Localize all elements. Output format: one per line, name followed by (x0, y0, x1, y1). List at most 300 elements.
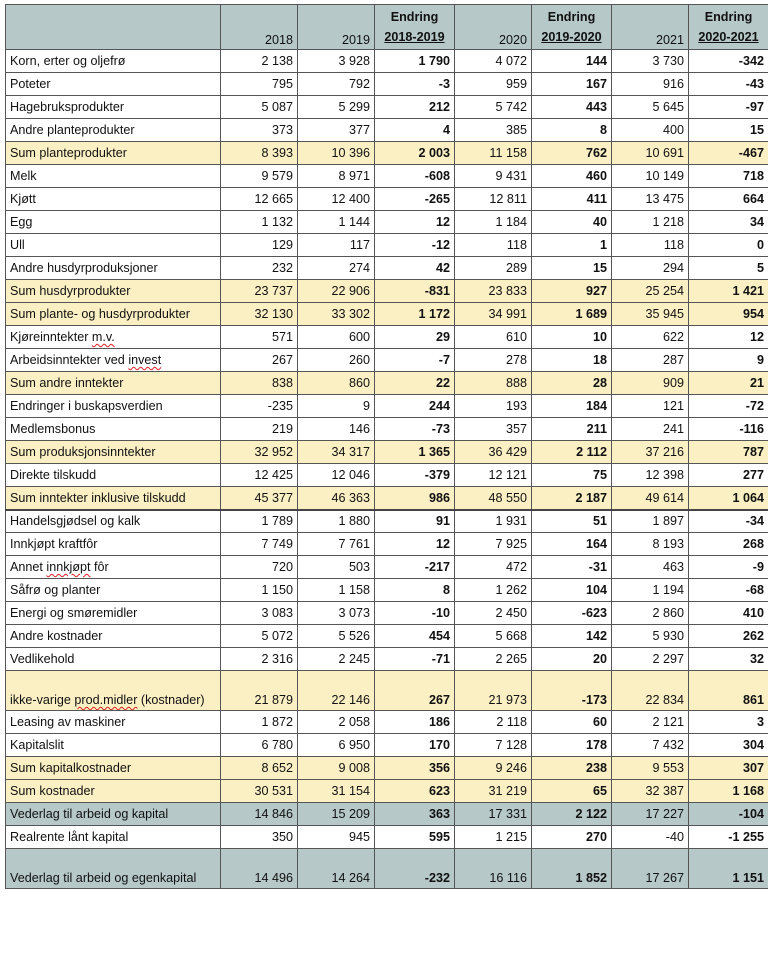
change-2020-2021-cell: 5 (689, 257, 768, 280)
row-label: Sum produksjonsinntekter (6, 441, 221, 464)
value-2020-cell: 48 550 (455, 487, 532, 510)
value-2018-cell: 5 072 (221, 625, 298, 648)
change-2019-2020-cell: 443 (532, 96, 612, 119)
row-label: Korn, erter og oljefrø (6, 50, 221, 73)
value-2020-cell: 289 (455, 257, 532, 280)
value-2018-cell: -235 (221, 395, 298, 418)
value-2021-cell: 118 (612, 234, 689, 257)
change-2018-2019-cell: 4 (375, 119, 455, 142)
change-2018-2019-cell: -831 (375, 280, 455, 303)
table-row-sum (6, 487, 768, 510)
header-year-2019: 2019 (298, 5, 375, 50)
change-2018-2019-cell: -10 (375, 602, 455, 625)
value-2019-cell: 2 058 (298, 711, 375, 734)
value-2021-cell: 1 194 (612, 579, 689, 602)
row-label: Handelsgjødsel og kalk (6, 510, 221, 533)
change-2019-2020-cell: -623 (532, 602, 612, 625)
change-2020-2021-cell: 304 (689, 734, 768, 757)
value-2019-cell: 2 245 (298, 648, 375, 671)
change-2020-2021-cell: 787 (689, 441, 768, 464)
value-2021-cell: 37 216 (612, 441, 689, 464)
value-2019-cell: 146 (298, 418, 375, 441)
row-label: Innkjøpt kraftfôr (6, 533, 221, 556)
value-2019-cell: 260 (298, 349, 375, 372)
value-2021-cell: 49 614 (612, 487, 689, 510)
value-2019-cell: 22 906 (298, 280, 375, 303)
value-2018-cell: 1 789 (221, 510, 298, 533)
change-2018-2019-cell: 2 003 (375, 142, 455, 165)
header-year-2018: 2018 (221, 5, 298, 50)
change-2020-2021-cell: 3 (689, 711, 768, 734)
change-2019-2020-cell: 460 (532, 165, 612, 188)
value-2018-cell: 720 (221, 556, 298, 579)
value-2019-cell: 46 363 (298, 487, 375, 510)
value-2019-cell: 10 396 (298, 142, 375, 165)
change-2019-2020-cell: 15 (532, 257, 612, 280)
value-2018-cell: 571 (221, 326, 298, 349)
value-2021-cell: 17 227 (612, 803, 689, 826)
change-2019-2020-cell: 142 (532, 625, 612, 648)
table-row-sum (6, 757, 768, 780)
header-change-title: Endring (547, 10, 596, 24)
row-label: Andre planteprodukter (6, 119, 221, 142)
change-2020-2021-cell: -43 (689, 73, 768, 96)
value-2021-cell: 3 730 (612, 50, 689, 73)
table-row (6, 826, 768, 849)
change-2018-2019-cell: 1 790 (375, 50, 455, 73)
change-2018-2019-cell: 22 (375, 372, 455, 395)
table-row (6, 510, 768, 533)
change-2019-2020-cell: 178 (532, 734, 612, 757)
change-2020-2021-cell: 12 (689, 326, 768, 349)
value-2019-cell: 5 299 (298, 96, 375, 119)
row-label: Poteter (6, 73, 221, 96)
value-2019-cell: 8 971 (298, 165, 375, 188)
change-2018-2019-cell: 212 (375, 96, 455, 119)
value-2018-cell: 129 (221, 234, 298, 257)
row-label: Kapitalslit (6, 734, 221, 757)
value-2020-cell: 12 811 (455, 188, 532, 211)
value-2019-cell: 31 154 (298, 780, 375, 803)
row-label: Andre kostnader (6, 625, 221, 648)
value-2020-cell: 472 (455, 556, 532, 579)
change-2019-2020-cell: 18 (532, 349, 612, 372)
value-2020-cell: 9 246 (455, 757, 532, 780)
table-row (6, 326, 768, 349)
change-2020-2021-cell: 277 (689, 464, 768, 487)
change-2018-2019-cell: 244 (375, 395, 455, 418)
value-2019-cell: 12 400 (298, 188, 375, 211)
table-row-sum (6, 441, 768, 464)
change-2020-2021-cell: 32 (689, 648, 768, 671)
header-year-2020: 2020 (455, 5, 532, 50)
value-2018-cell: 1 132 (221, 211, 298, 234)
row-label: Medlemsbonus (6, 418, 221, 441)
value-2020-cell: 2 265 (455, 648, 532, 671)
change-2019-2020-cell: 144 (532, 50, 612, 73)
change-2020-2021-cell: -342 (689, 50, 768, 73)
value-2021-cell: 241 (612, 418, 689, 441)
change-2019-2020-cell: -173 (532, 671, 612, 711)
row-label: Hagebruksprodukter (6, 96, 221, 119)
value-2020-cell: 193 (455, 395, 532, 418)
header-change-2020-2021 (689, 5, 768, 50)
table-row (6, 234, 768, 257)
row-label: Andre husdyrproduksjoner (6, 257, 221, 280)
value-2021-cell: 2 297 (612, 648, 689, 671)
table-row (6, 211, 768, 234)
table-row (6, 418, 768, 441)
row-label: Sum inntekter inklusive tilskudd (6, 487, 221, 510)
change-2020-2021-cell: 34 (689, 211, 768, 234)
table-row (6, 395, 768, 418)
change-2020-2021-cell: -34 (689, 510, 768, 533)
change-2018-2019-cell: 454 (375, 625, 455, 648)
value-2021-cell: 2 860 (612, 602, 689, 625)
value-2021-cell: 909 (612, 372, 689, 395)
row-label: Sum planteprodukter (6, 142, 221, 165)
value-2018-cell: 32 130 (221, 303, 298, 326)
change-2019-2020-cell: 20 (532, 648, 612, 671)
change-2020-2021-cell: -68 (689, 579, 768, 602)
change-2018-2019-cell: 91 (375, 510, 455, 533)
value-2018-cell: 267 (221, 349, 298, 372)
row-label: Melk (6, 165, 221, 188)
value-2021-cell: 5 645 (612, 96, 689, 119)
value-2021-cell: 400 (612, 119, 689, 142)
change-2019-2020-cell: 927 (532, 280, 612, 303)
change-2019-2020-cell: 40 (532, 211, 612, 234)
change-2019-2020-cell: -31 (532, 556, 612, 579)
value-2020-cell: 959 (455, 73, 532, 96)
value-2020-cell: 1 262 (455, 579, 532, 602)
value-2019-cell: 6 950 (298, 734, 375, 757)
change-2020-2021-cell: 1 064 (689, 487, 768, 510)
value-2019-cell: 1 144 (298, 211, 375, 234)
change-2018-2019-cell: -71 (375, 648, 455, 671)
table-row (6, 165, 768, 188)
value-2021-cell: -40 (612, 826, 689, 849)
change-2020-2021-cell: 21 (689, 372, 768, 395)
value-2021-cell: 294 (612, 257, 689, 280)
change-2019-2020-cell: 211 (532, 418, 612, 441)
value-2019-cell: 9 008 (298, 757, 375, 780)
value-2021-cell: 13 475 (612, 188, 689, 211)
value-2018-cell: 12 665 (221, 188, 298, 211)
value-2019-cell: 7 761 (298, 533, 375, 556)
value-2021-cell: 1 218 (612, 211, 689, 234)
table-row (6, 556, 768, 579)
change-2020-2021-cell: 1 168 (689, 780, 768, 803)
value-2020-cell: 7 925 (455, 533, 532, 556)
change-2018-2019-cell: -217 (375, 556, 455, 579)
change-2018-2019-cell: 8 (375, 579, 455, 602)
value-2021-cell: 2 121 (612, 711, 689, 734)
value-2021-cell: 9 553 (612, 757, 689, 780)
row-label: Vedlikehold (6, 648, 221, 671)
header-change-range: 2020-2021 (698, 30, 759, 44)
change-2018-2019-cell: 186 (375, 711, 455, 734)
value-2019-cell: 3 928 (298, 50, 375, 73)
value-2018-cell: 219 (221, 418, 298, 441)
change-2019-2020-cell: 167 (532, 73, 612, 96)
value-2020-cell: 31 219 (455, 780, 532, 803)
change-2020-2021-cell: 1 421 (689, 280, 768, 303)
table-row (6, 711, 768, 734)
change-2018-2019-cell: 363 (375, 803, 455, 826)
table-row (6, 648, 768, 671)
change-2020-2021-cell: 268 (689, 533, 768, 556)
value-2019-cell: 1 880 (298, 510, 375, 533)
value-2021-cell: 32 387 (612, 780, 689, 803)
change-2020-2021-cell: 410 (689, 602, 768, 625)
change-2020-2021-cell: 0 (689, 234, 768, 257)
change-2018-2019-cell: -73 (375, 418, 455, 441)
value-2020-cell: 2 450 (455, 602, 532, 625)
value-2018-cell: 2 316 (221, 648, 298, 671)
change-2019-2020-cell: 8 (532, 119, 612, 142)
change-2020-2021-cell: 718 (689, 165, 768, 188)
table-row (6, 349, 768, 372)
table-row-sum (6, 142, 768, 165)
value-2021-cell: 22 834 (612, 671, 689, 711)
change-2019-2020-cell: 104 (532, 579, 612, 602)
change-2019-2020-cell: 2 187 (532, 487, 612, 510)
value-2018-cell: 14 496 (221, 849, 298, 889)
change-2018-2019-cell: -232 (375, 849, 455, 889)
change-2018-2019-cell: 623 (375, 780, 455, 803)
change-2019-2020-cell: 60 (532, 711, 612, 734)
value-2020-cell: 888 (455, 372, 532, 395)
value-2019-cell: 14 264 (298, 849, 375, 889)
value-2018-cell: 1 150 (221, 579, 298, 602)
table-row (6, 464, 768, 487)
change-2020-2021-cell: 1 151 (689, 849, 768, 889)
value-2021-cell: 622 (612, 326, 689, 349)
value-2020-cell: 21 973 (455, 671, 532, 711)
value-2019-cell: 274 (298, 257, 375, 280)
change-2019-2020-cell: 411 (532, 188, 612, 211)
table-row (6, 119, 768, 142)
table-row (6, 533, 768, 556)
header-year-2021: 2021 (612, 5, 689, 50)
change-2020-2021-cell: 9 (689, 349, 768, 372)
row-label: Sum andre inntekter (6, 372, 221, 395)
value-2021-cell: 8 193 (612, 533, 689, 556)
value-2018-cell: 21 879 (221, 671, 298, 711)
value-2019-cell: 34 317 (298, 441, 375, 464)
value-2020-cell: 23 833 (455, 280, 532, 303)
value-2018-cell: 838 (221, 372, 298, 395)
change-2019-2020-cell: 184 (532, 395, 612, 418)
agricultural-accounts-table (5, 4, 768, 889)
change-2020-2021-cell: -104 (689, 803, 768, 826)
header-change-title: Endring (390, 10, 439, 24)
row-label: Vederlag til arbeid og kapital (6, 803, 221, 826)
change-2019-2020-cell: 164 (532, 533, 612, 556)
value-2021-cell: 121 (612, 395, 689, 418)
change-2018-2019-cell: 595 (375, 826, 455, 849)
value-2021-cell: 916 (612, 73, 689, 96)
value-2019-cell: 3 073 (298, 602, 375, 625)
value-2021-cell: 5 930 (612, 625, 689, 648)
table-row-teal (6, 849, 768, 889)
table-row (6, 188, 768, 211)
change-2019-2020-cell: 1 852 (532, 849, 612, 889)
value-2019-cell: 117 (298, 234, 375, 257)
value-2020-cell: 1 215 (455, 826, 532, 849)
row-label: Endringer i buskapsverdien (6, 395, 221, 418)
change-2018-2019-cell: 42 (375, 257, 455, 280)
value-2020-cell: 12 121 (455, 464, 532, 487)
value-2020-cell: 357 (455, 418, 532, 441)
value-2018-cell: 3 083 (221, 602, 298, 625)
value-2019-cell: 860 (298, 372, 375, 395)
change-2018-2019-cell: 267 (375, 671, 455, 711)
change-2018-2019-cell: 356 (375, 757, 455, 780)
row-label: Arbeidsinntekter ved invest (6, 349, 221, 372)
change-2019-2020-cell: 51 (532, 510, 612, 533)
value-2019-cell: 377 (298, 119, 375, 142)
header-change-title: Endring (704, 10, 753, 24)
table-row (6, 602, 768, 625)
change-2019-2020-cell: 2 112 (532, 441, 612, 464)
value-2018-cell: 1 872 (221, 711, 298, 734)
table-row (6, 96, 768, 119)
row-label: Sum plante- og husdyrprodukter (6, 303, 221, 326)
change-2018-2019-cell: 986 (375, 487, 455, 510)
value-2021-cell: 17 267 (612, 849, 689, 889)
value-2021-cell: 287 (612, 349, 689, 372)
value-2019-cell: 9 (298, 395, 375, 418)
table-row-sum (6, 372, 768, 395)
value-2018-cell: 2 138 (221, 50, 298, 73)
value-2018-cell: 8 393 (221, 142, 298, 165)
change-2019-2020-cell: 10 (532, 326, 612, 349)
change-2019-2020-cell: 762 (532, 142, 612, 165)
row-label: Kjøreinntekter m.v. (6, 326, 221, 349)
value-2020-cell: 118 (455, 234, 532, 257)
value-2018-cell: 350 (221, 826, 298, 849)
value-2018-cell: 232 (221, 257, 298, 280)
row-label: Sum kapitalkostnader (6, 757, 221, 780)
value-2019-cell: 600 (298, 326, 375, 349)
value-2021-cell: 25 254 (612, 280, 689, 303)
change-2020-2021-cell: 954 (689, 303, 768, 326)
value-2019-cell: 945 (298, 826, 375, 849)
value-2020-cell: 17 331 (455, 803, 532, 826)
value-2020-cell: 1 184 (455, 211, 532, 234)
value-2019-cell: 503 (298, 556, 375, 579)
value-2018-cell: 7 749 (221, 533, 298, 556)
row-label: ikke-varige prod.midler (kostnader) (6, 671, 221, 711)
row-label: Annet innkjøpt fôr (6, 556, 221, 579)
value-2020-cell: 610 (455, 326, 532, 349)
value-2018-cell: 8 652 (221, 757, 298, 780)
value-2020-cell: 9 431 (455, 165, 532, 188)
table-row-sum (6, 780, 768, 803)
change-2020-2021-cell: -1 255 (689, 826, 768, 849)
table-row-sum (6, 671, 768, 711)
change-2019-2020-cell: 238 (532, 757, 612, 780)
row-label: Leasing av maskiner (6, 711, 221, 734)
value-2018-cell: 373 (221, 119, 298, 142)
change-2020-2021-cell: -467 (689, 142, 768, 165)
table-body (6, 50, 768, 889)
change-2018-2019-cell: 170 (375, 734, 455, 757)
change-2018-2019-cell: 1 172 (375, 303, 455, 326)
change-2018-2019-cell: -3 (375, 73, 455, 96)
row-label: Ull (6, 234, 221, 257)
table-row (6, 734, 768, 757)
row-label: Egg (6, 211, 221, 234)
value-2020-cell: 278 (455, 349, 532, 372)
value-2020-cell: 36 429 (455, 441, 532, 464)
row-label: Vederlag til arbeid og egenkapital (6, 849, 221, 889)
value-2018-cell: 5 087 (221, 96, 298, 119)
table-row (6, 50, 768, 73)
row-label: Kjøtt (6, 188, 221, 211)
header-change-range: 2019-2020 (541, 30, 602, 44)
table-header (6, 5, 768, 50)
value-2021-cell: 10 691 (612, 142, 689, 165)
value-2019-cell: 1 158 (298, 579, 375, 602)
change-2020-2021-cell: 307 (689, 757, 768, 780)
change-2020-2021-cell: 861 (689, 671, 768, 711)
value-2020-cell: 385 (455, 119, 532, 142)
value-2019-cell: 33 302 (298, 303, 375, 326)
value-2018-cell: 12 425 (221, 464, 298, 487)
change-2019-2020-cell: 28 (532, 372, 612, 395)
change-2018-2019-cell: 1 365 (375, 441, 455, 464)
value-2020-cell: 4 072 (455, 50, 532, 73)
change-2020-2021-cell: -116 (689, 418, 768, 441)
value-2018-cell: 45 377 (221, 487, 298, 510)
value-2020-cell: 1 931 (455, 510, 532, 533)
table-row-teal (6, 803, 768, 826)
value-2020-cell: 11 158 (455, 142, 532, 165)
value-2020-cell: 5 742 (455, 96, 532, 119)
change-2019-2020-cell: 270 (532, 826, 612, 849)
header-row (6, 5, 768, 50)
change-2020-2021-cell: -72 (689, 395, 768, 418)
value-2021-cell: 1 897 (612, 510, 689, 533)
value-2018-cell: 795 (221, 73, 298, 96)
change-2018-2019-cell: 12 (375, 211, 455, 234)
header-change-2019-2020 (532, 5, 612, 50)
change-2018-2019-cell: -265 (375, 188, 455, 211)
change-2019-2020-cell: 75 (532, 464, 612, 487)
row-label: Direkte tilskudd (6, 464, 221, 487)
row-label: Energi og smøremidler (6, 602, 221, 625)
change-2018-2019-cell: 12 (375, 533, 455, 556)
value-2021-cell: 10 149 (612, 165, 689, 188)
change-2019-2020-cell: 1 689 (532, 303, 612, 326)
change-2019-2020-cell: 65 (532, 780, 612, 803)
table-row (6, 625, 768, 648)
change-2020-2021-cell: 262 (689, 625, 768, 648)
value-2020-cell: 5 668 (455, 625, 532, 648)
change-2020-2021-cell: -9 (689, 556, 768, 579)
change-2020-2021-cell: 664 (689, 188, 768, 211)
table-row-sum (6, 280, 768, 303)
value-2018-cell: 23 737 (221, 280, 298, 303)
value-2020-cell: 2 118 (455, 711, 532, 734)
table-row (6, 257, 768, 280)
row-label: Sum kostnader (6, 780, 221, 803)
value-2019-cell: 12 046 (298, 464, 375, 487)
change-2019-2020-cell: 2 122 (532, 803, 612, 826)
